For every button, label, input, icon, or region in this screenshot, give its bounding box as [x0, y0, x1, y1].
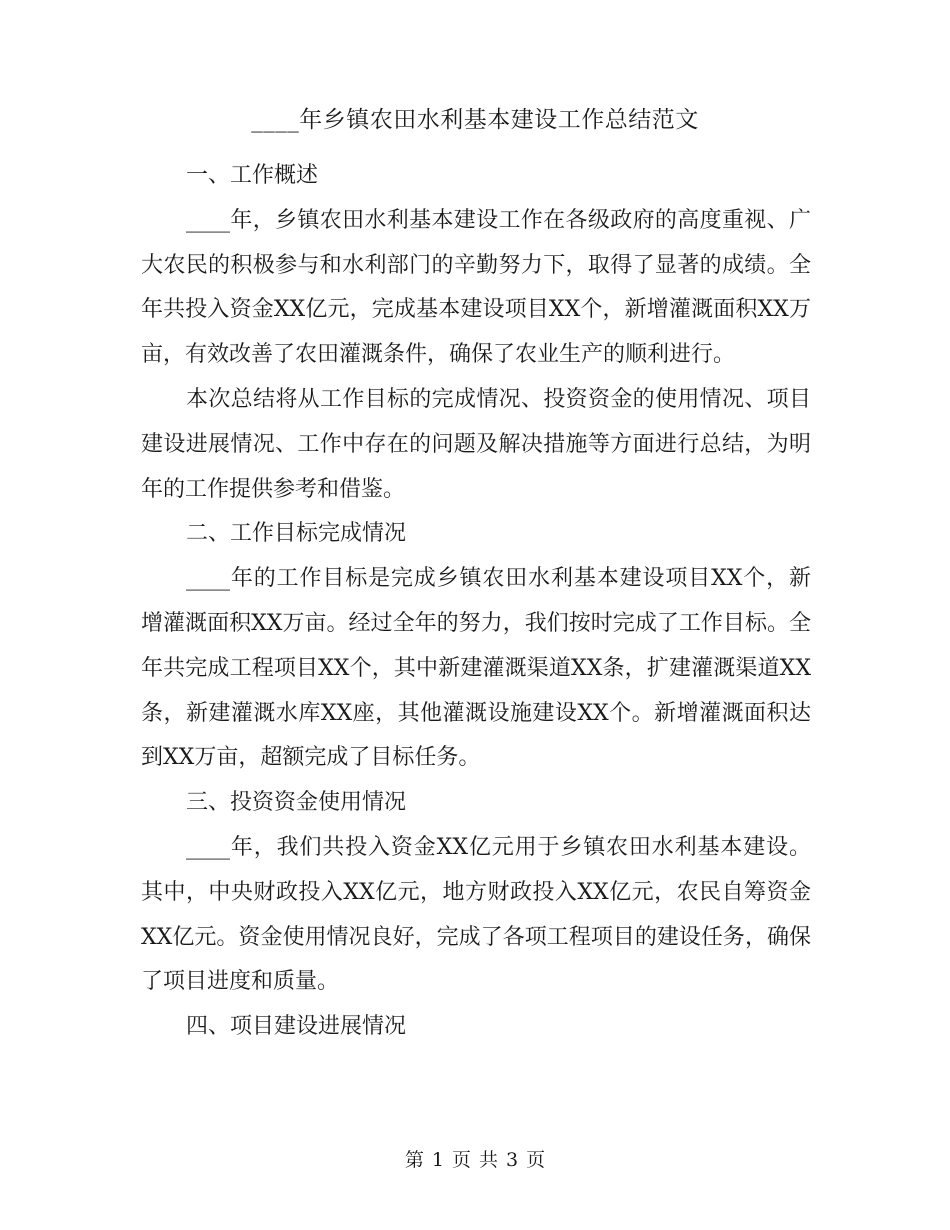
paragraph-summary-scope: 本次总结将从工作目标的完成情况、投资资金的使用情况、项目建设进展情况、工作中存在的问题及解决措施等方面进行总结，为明年的工作提供参考和借鉴。	[141, 386, 811, 502]
section-heading-goals: 二、工作目标完成情况	[186, 521, 407, 547]
paragraph-goals: ____年的工作目标是完成乡镇农田水利基本建设项目XX个，新增灌溉面积XX万亩。经过全年的努力，我们按时完成了工作目标。全年共完成工程项目XX个，其中新建灌溉渠道XX条，扩建灌溉渠道XX条，新建灌溉水库XX座，其他灌溉设施建设XX个。新增灌溉面积达到XX万亩，超额完成了目标任务。	[141, 566, 811, 771]
page-number-footer: 第 1 页 共 3 页	[404, 1149, 546, 1171]
section-heading-funding: 三、投资资金使用情况	[186, 790, 407, 816]
paragraph-overview: ____年，乡镇农田水利基本建设工作在各级政府的高度重视、广大农民的积极参与和水利部门的辛勤努力下，取得了显著的成绩。全年共投入资金XX亿元，完成基本建设项目XX个，新增灌溉面积XX万亩，有效改善了农田灌溉条件，确保了农业生产的顺利进行。	[141, 207, 811, 368]
document-body	[141, 154, 811, 1050]
document-title: ____年乡镇农田水利基本建设工作总结范文	[251, 107, 699, 133]
section-heading-overview: 一、工作概述	[186, 163, 319, 188]
section-heading-progress: 四、项目建设进展情况	[186, 1014, 407, 1040]
paragraph-funding: ____年，我们共投入资金XX亿元用于乡镇农田水利基本建设。其中，中央财政投入XX亿元，地方财政投入XX亿元，农民自筹资金XX亿元。资金使用情况良好，完成了各项工程项目的建设任务，确保了项目进度和质量。	[141, 834, 811, 995]
